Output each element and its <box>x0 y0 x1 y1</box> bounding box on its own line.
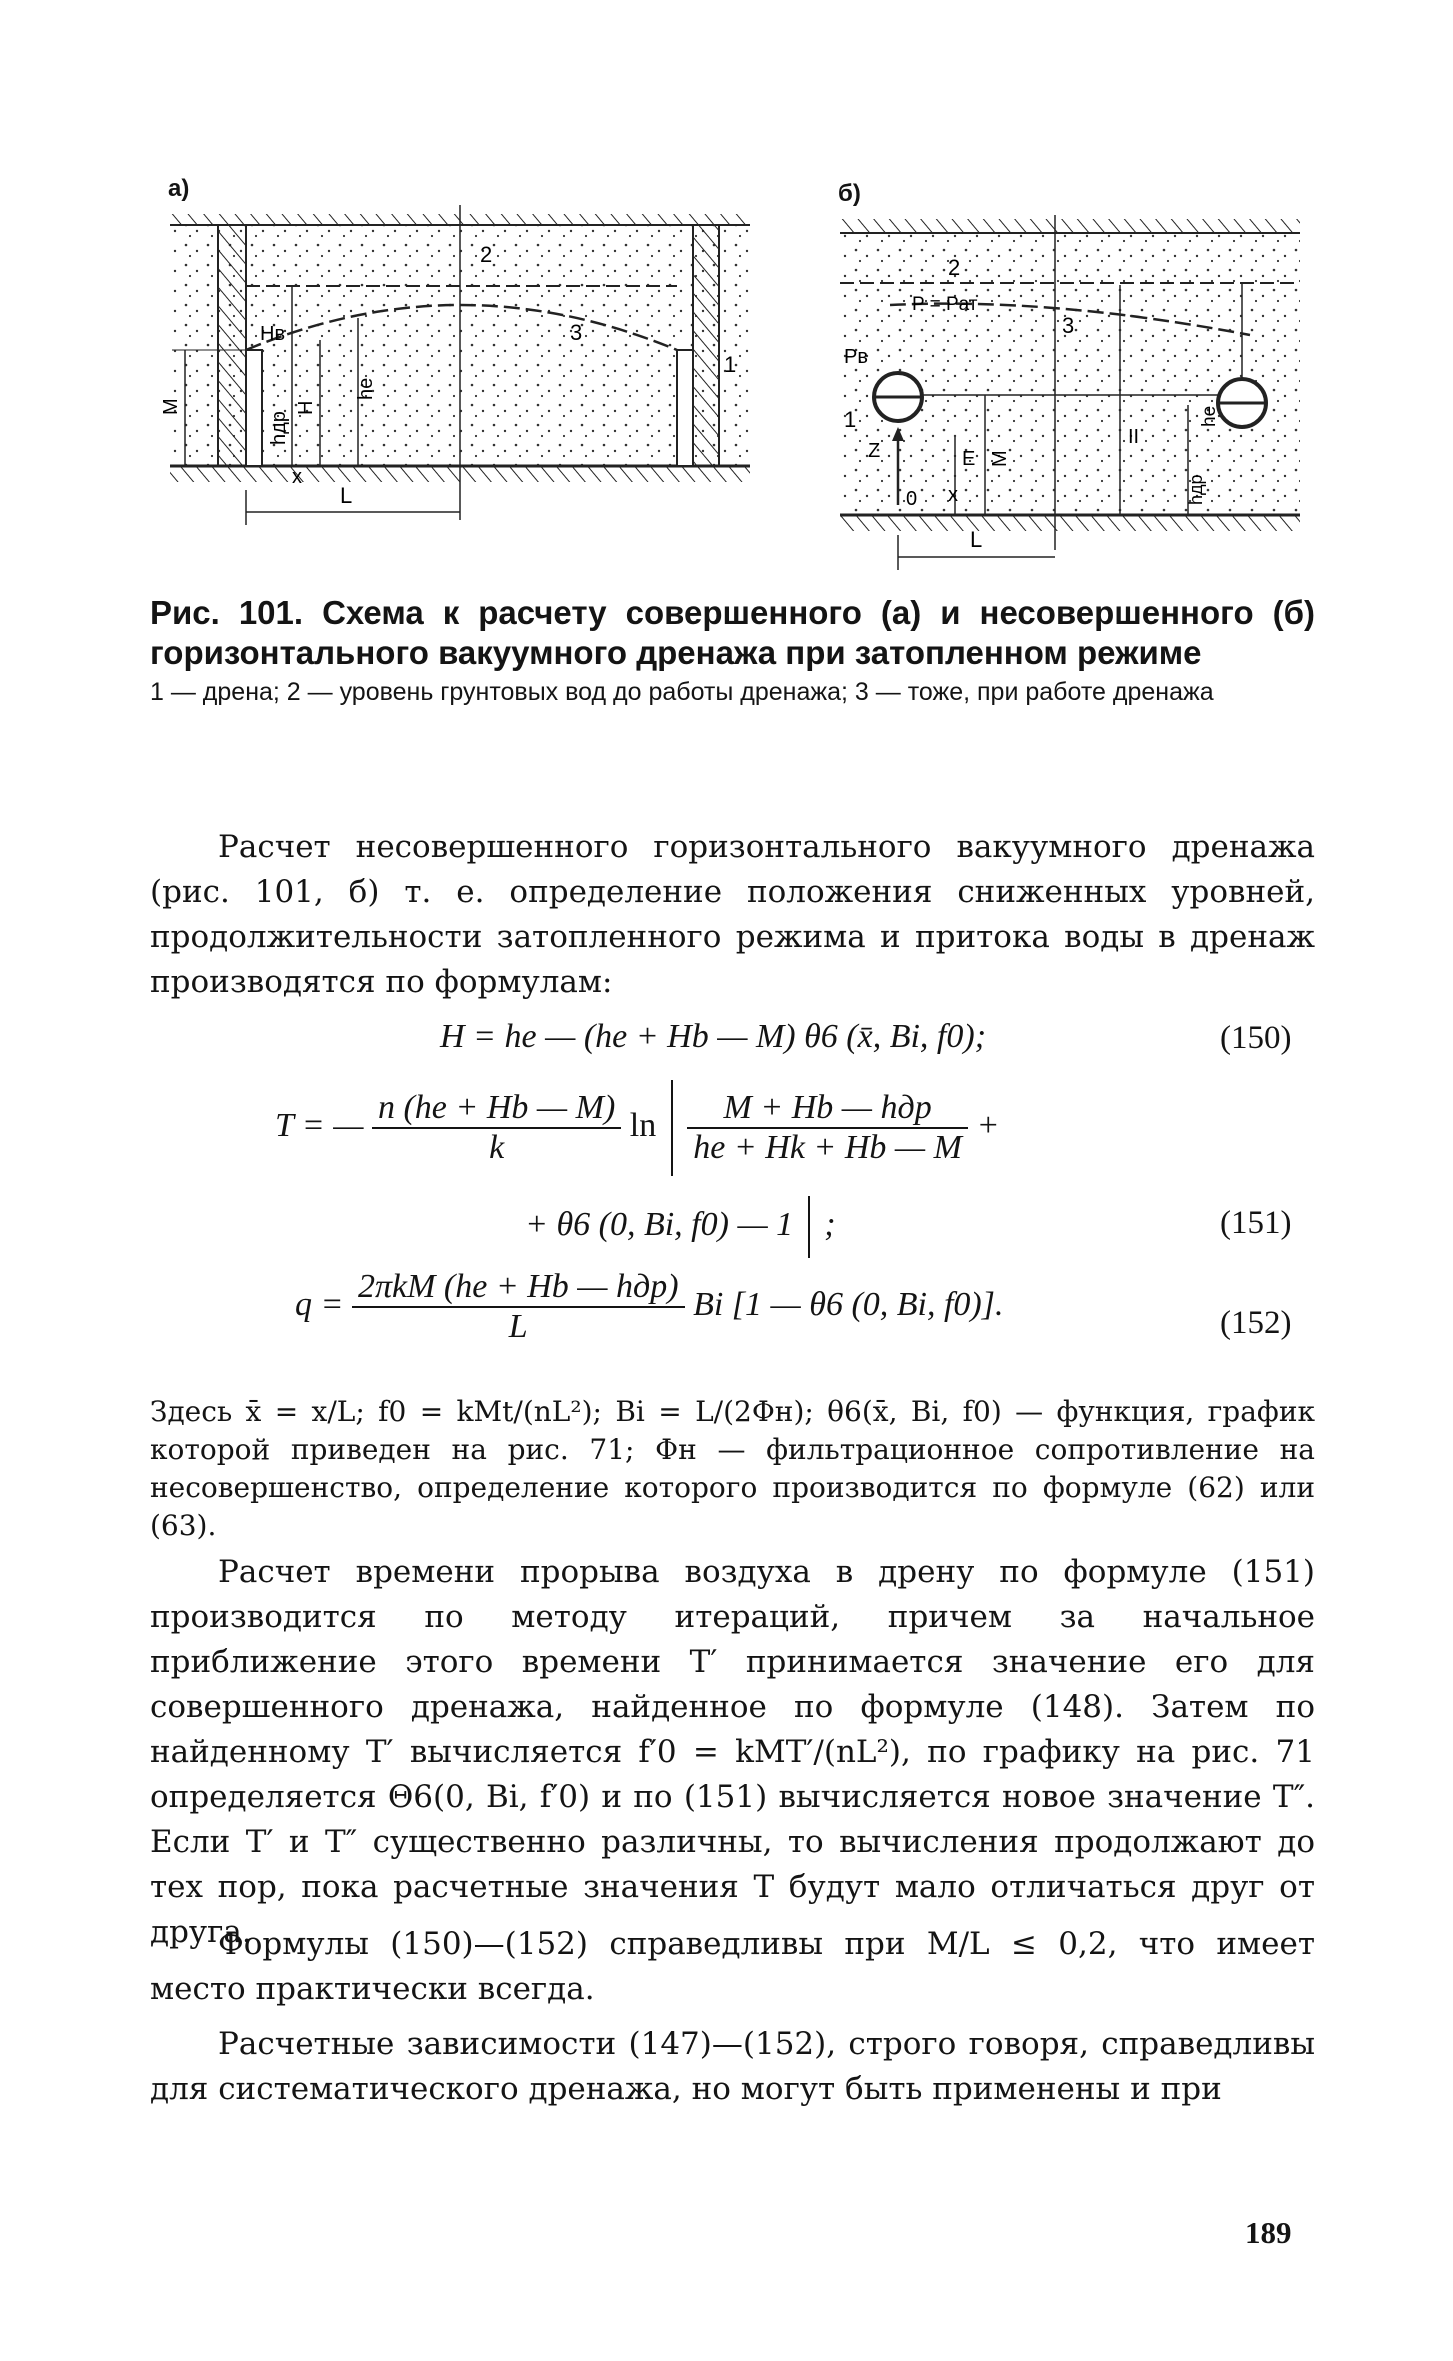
paragraph-validity-text: Формулы (150)—(152) справедливы при M/L ≤ 0,2, что имеет место практически всегда. <box>150 1926 1315 2007</box>
eq152-fraction <box>352 1268 685 1346</box>
right-drain-pipe <box>677 350 693 466</box>
figure-caption <box>150 593 1315 706</box>
label-hdr-b: hдр <box>1186 474 1206 505</box>
label-1-b: 1 <box>844 407 857 432</box>
label-he-a: he <box>355 377 377 400</box>
figure-panel-a <box>160 200 760 540</box>
panel-b-label: б) <box>838 180 861 207</box>
label-m-b: M <box>989 450 1011 467</box>
label-x-b: x <box>948 484 958 506</box>
equation-152 <box>295 1268 1003 1346</box>
equation-150: H = he — (he + Hb — M) θ6 (x̄, Bi, f0); <box>440 1018 987 1055</box>
eq151-line2-text: + θ6 (0, Bi, f0) — 1 <box>525 1205 794 1243</box>
label-3-a: 3 <box>570 320 583 345</box>
page-number: 189 <box>1245 2215 1292 2250</box>
eq151-abs-bar-right <box>808 1196 810 1258</box>
top-hatch-b <box>840 219 1300 233</box>
label-1-a: 1 <box>724 352 737 377</box>
equation-151-line2 <box>525 1196 836 1258</box>
paragraph-intro-text: Расчет несовершенного горизонтального вакуумного дренажа (рис. 101, б) т. е. определение положения сниженных уровней, продолжительности затопленного режима и притока воды в дренаж производятся по формулам: <box>150 829 1315 1000</box>
figure-panel-b <box>830 205 1310 575</box>
eq152-denominator: L <box>508 1308 528 1345</box>
paragraph-iteration-text: Расчет времени прорыва воздуха в дрену по формуле (151) производится по методу итераций, причем за начальное приближение этого времени T′ принимается значение его для совершенного дренажа, найденное по формуле (148). Затем по найденному T′ вычисляется f′0 = kMT′/(nL²), по графику на рис. 71 определяется Θ6(0, Bi, f′0) и по (151) вычисляется новое значение T″. Если T′ и T″ существенно различны, то вычисления продолжают до тех пор, пока расчетные значения T будут мало отличаться друг от друга. <box>150 1554 1315 1950</box>
eq152-lhs: q = <box>295 1285 344 1323</box>
eq151-tail: ; <box>824 1205 836 1243</box>
left-drain-pipe <box>246 350 262 466</box>
label-p-b: P = Pат <box>912 294 978 315</box>
label-L-a: L <box>340 483 353 508</box>
equation-151-line1 <box>275 1080 999 1176</box>
right-drain-wall <box>693 225 719 466</box>
paragraph-validity <box>150 1922 1315 2012</box>
label-2-b: 2 <box>948 255 961 280</box>
label-pv-b: Pв <box>844 346 868 368</box>
eq151-fraction-2 <box>687 1089 968 1167</box>
eq151-fraction-1 <box>372 1089 621 1167</box>
eq151-frac1-numerator: n (he + Hb — M) <box>372 1089 621 1129</box>
panel-a-label: а) <box>168 175 190 202</box>
equation-152-number: (152) <box>1220 1305 1292 1341</box>
paragraph-dependencies <box>150 2022 1315 2112</box>
eq151-frac2-denominator: he + Hk + Hb — M <box>693 1129 962 1166</box>
eq151-frac1-denominator: k <box>489 1129 505 1166</box>
caption-legend: 1 — дрена; 2 — уровень грунтовых вод до работы дренажа; 3 — тоже, при работе дренажа <box>150 678 1214 706</box>
eq151-frac2-numerator: M + Hb — hдр <box>687 1089 968 1129</box>
label-x-a: x <box>292 466 302 488</box>
eq152-rest: Bi [1 — θ6 (0, Bi, f0)]. <box>693 1285 1004 1323</box>
eq152-numerator: 2πkM (he + Hb — hдр) <box>352 1268 685 1308</box>
label-2-a: 2 <box>480 242 493 267</box>
label-0-b: 0 <box>906 488 918 510</box>
label-L-b: L <box>970 527 983 552</box>
paragraph-notation: Здесь x̄ = x/L; f0 = kMt/(nL²); Bi = L/(2Φн); θ6(x̄, Bi, f0) — функция, график которой приведен на рис. 71; Φн — фильтрационное сопротивление на несовершенство, определение которого производится по формуле (62) или (63). <box>150 1395 1315 1542</box>
label-ii-b: II <box>1128 426 1140 448</box>
label-hb-a: Hв <box>260 323 286 345</box>
paragraph-intro <box>150 825 1315 1005</box>
bottom-hatch-b <box>840 515 1300 531</box>
eq151-abs-bar-left <box>671 1080 673 1176</box>
left-drain-wall <box>218 225 246 466</box>
label-e-b: E <box>962 448 976 470</box>
eq151-lhs: T = — <box>275 1106 364 1144</box>
equation-151-number: (151) <box>1220 1205 1292 1241</box>
label-hdr-a: hдр <box>268 411 290 445</box>
label-z-b: Z <box>868 440 881 462</box>
equation-150-number: (150) <box>1220 1020 1292 1056</box>
label-3-b: 3 <box>1062 313 1075 338</box>
eq151-ln: ln <box>629 1106 657 1144</box>
paragraph-dependencies-text: Расчетные зависимости (147)—(152), строго говоря, справедливы для систематического дренажа, но могут быть применены и при <box>150 2026 1315 2107</box>
label-he-b: he <box>1199 405 1220 427</box>
label-H-a: H <box>295 400 317 415</box>
eq151-plus: + <box>976 1106 1000 1144</box>
caption-title: Рис. 101. Схема к расчету совершенного (а) и несовершенного (б) горизонтального вакуумного дренажа при затопленном режиме <box>150 594 1315 671</box>
label-M-a: M <box>160 398 182 415</box>
paragraph-iteration <box>150 1550 1315 1955</box>
